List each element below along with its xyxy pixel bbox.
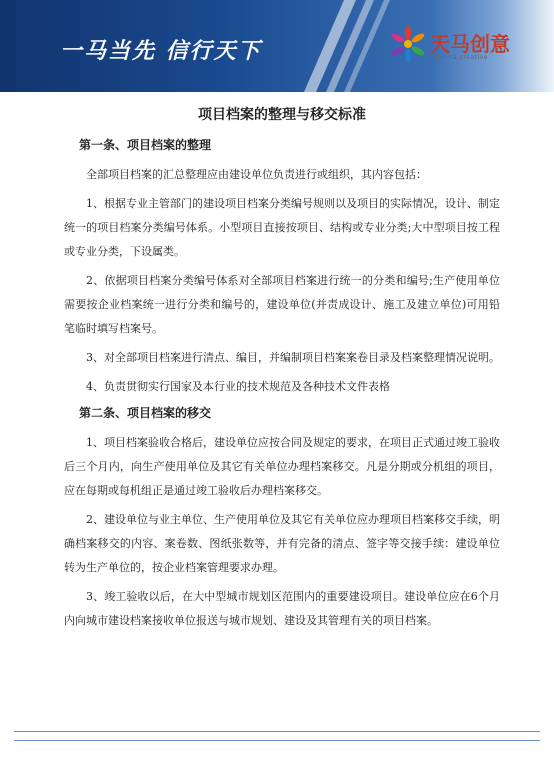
paragraph-7: 2、建设单位与业主单位、生产使用单位及其它有关单位应办理项目档案移交手续，明确档案移交的内容、案卷数、图纸张数等，并有完备的清点、签字等交接手续：建设单位转为生产单位的，按企业档案管理要求办理。 <box>64 513 500 574</box>
paragraph-1: 全部项目档案的汇总整理应由建设单位负责进行或组织，其内容包括： <box>86 168 427 181</box>
paragraph-4: 3、对全部项目档案进行清点、编目，并编制项目档案案卷目录及档案整理情况说明。 <box>86 351 500 364</box>
logo-name: 天马创意 <box>430 32 510 56</box>
document-body <box>64 104 500 638</box>
section-heading-1: 第一条、项目档案的整理 <box>79 138 212 152</box>
paragraph-2: 1、根据专业主管部门的建设项目档案分类编号规则以及项目的实际情况，设计、制定统一的项目档案分类编号体系。小型项目直接按项目、结构或专业分类;大中型项目按工程或专业分类，下设属类。 <box>64 197 500 258</box>
paragraph-3: 2、依据项目档案分类编号体系对全部项目档案进行统一的分类和编号;生产使用单位需要按企业档案统一进行分类和编号的，建设单位(并责成设计、施工及建立单位)可用铅笔临时填写档案号。 <box>64 274 500 335</box>
slogan: 一马当先 信行天下 <box>60 39 262 64</box>
document-title: 项目档案的整理与移交标准 <box>198 107 366 123</box>
section-heading-2: 第二条、项目档案的移交 <box>79 406 212 420</box>
paragraph-6: 1、项目档案验收合格后，建设单位应按合同及规定的要求，在项目正式通过竣工验收后三个月内，向生产使用单位及其它有关单位办理档案移交。凡是分期或分机组的项目，应在每期或每机组正是通过竣工验收后办理档案移交。 <box>64 436 500 497</box>
paragraph-5: 4、负责贯彻实行国家及本行业的技术规范及各种技术文件表格 <box>86 380 390 393</box>
logo-subtitle: Tianma creative <box>432 54 488 61</box>
company-logo <box>390 22 540 72</box>
colorful-starburst-icon <box>390 26 426 62</box>
paragraph-8: 3、竣工验收以后，在大中型城市规划区范围内的重要建设项目。建设单位应在6个月内向城市建设档案接收单位报送与城市规划、建设及其管理有关的项目档案。 <box>64 590 500 627</box>
header-banner <box>0 0 554 92</box>
footer-rule <box>14 731 540 741</box>
